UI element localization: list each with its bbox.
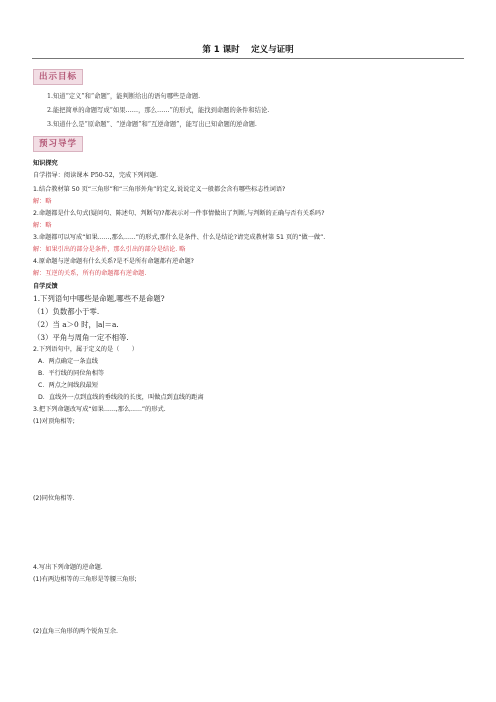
feedback-heading: 自学反馈	[33, 283, 58, 290]
question-3: 3.命题都可以写成“如果......,那么......”的形式,那什么是条件、什么是结论?请完成教材第 51 页的“做一做”.	[33, 234, 326, 241]
feedback-item: （3）平角与周角一定不相等.	[33, 333, 129, 342]
feedback-item: (2)同位角相等.	[33, 495, 75, 502]
question-4: 4.原命题与逆命题有什么关系?是不是所有命题都有逆命题?	[33, 258, 194, 265]
page-title: 第 1 课时 定义与证明	[202, 45, 294, 55]
feedback-item: （2）当 a＞0 时，∣a∣＝a.	[33, 320, 119, 329]
goal-item: 2.能把简单的命题写成“如果……，那么……”的形式，能找到命题的条件和结论.	[47, 107, 270, 114]
section-badge-preview: 预习导学	[33, 136, 83, 152]
option-a: A．两点确定一条直线	[38, 358, 98, 365]
option-d: D．直线外一点到直线的垂线段的长度，叫做点到直线的距离	[38, 394, 204, 401]
section-badge-goals: 出示目标	[33, 69, 83, 85]
question-1: 1.结合教材第 50 页“三角形”和“三角形外角”的定义,说说定义一般都会含有哪些标志性词语?	[33, 186, 286, 193]
feedback-question-3: 3.把下列命题改写成“如果......,那么......”的形式.	[33, 406, 166, 413]
answer-2: 解：略	[33, 222, 52, 229]
feedback-item: （1）负数都小于零.	[33, 307, 100, 316]
answer-3: 解：如果引出的部分是条件，那么引出的部分是结论. 略	[33, 246, 186, 253]
title-divider	[32, 58, 464, 59]
question-2: 2.命题都是什么句式(疑问句、陈述句、判断句)?都表示对一件事情做出了判断,与判断的正确与否有关系吗?	[33, 210, 325, 217]
goal-item: 3.知道什么是“原命题”、“逆命题”和“互逆命题”，能写出已知命题的逆命题.	[47, 121, 257, 128]
feedback-question-2: 2.下列语句中，属于定义的是（ ）	[33, 346, 138, 353]
explore-heading: 知识探究	[33, 160, 58, 167]
feedback-item: (1)有两边相等的三角形是等腰三角形;	[33, 576, 137, 583]
feedback-question-4: 4.写出下列命题的逆命题.	[33, 564, 103, 571]
feedback-item: (2)直角三角形的两个锐角互余.	[33, 628, 118, 635]
feedback-item: (1)对顶角相等;	[33, 418, 75, 425]
explore-intro: 自学指导：阅读课本 P50-52，完成下列问题.	[33, 172, 158, 179]
option-c: C．两点之间线段最短	[38, 382, 99, 389]
option-b: B．平行线的同位角相等	[38, 370, 105, 377]
goal-item: 1.知道“定义”和“命题”，能判断给出的语句哪些是命题.	[47, 93, 201, 100]
feedback-question-1: 1.下列语句中哪些是命题,哪些不是命题?	[33, 294, 165, 303]
answer-1: 解：略	[33, 198, 52, 205]
answer-4: 解：互逆的关系，所有的命题都有逆命题.	[33, 270, 147, 277]
